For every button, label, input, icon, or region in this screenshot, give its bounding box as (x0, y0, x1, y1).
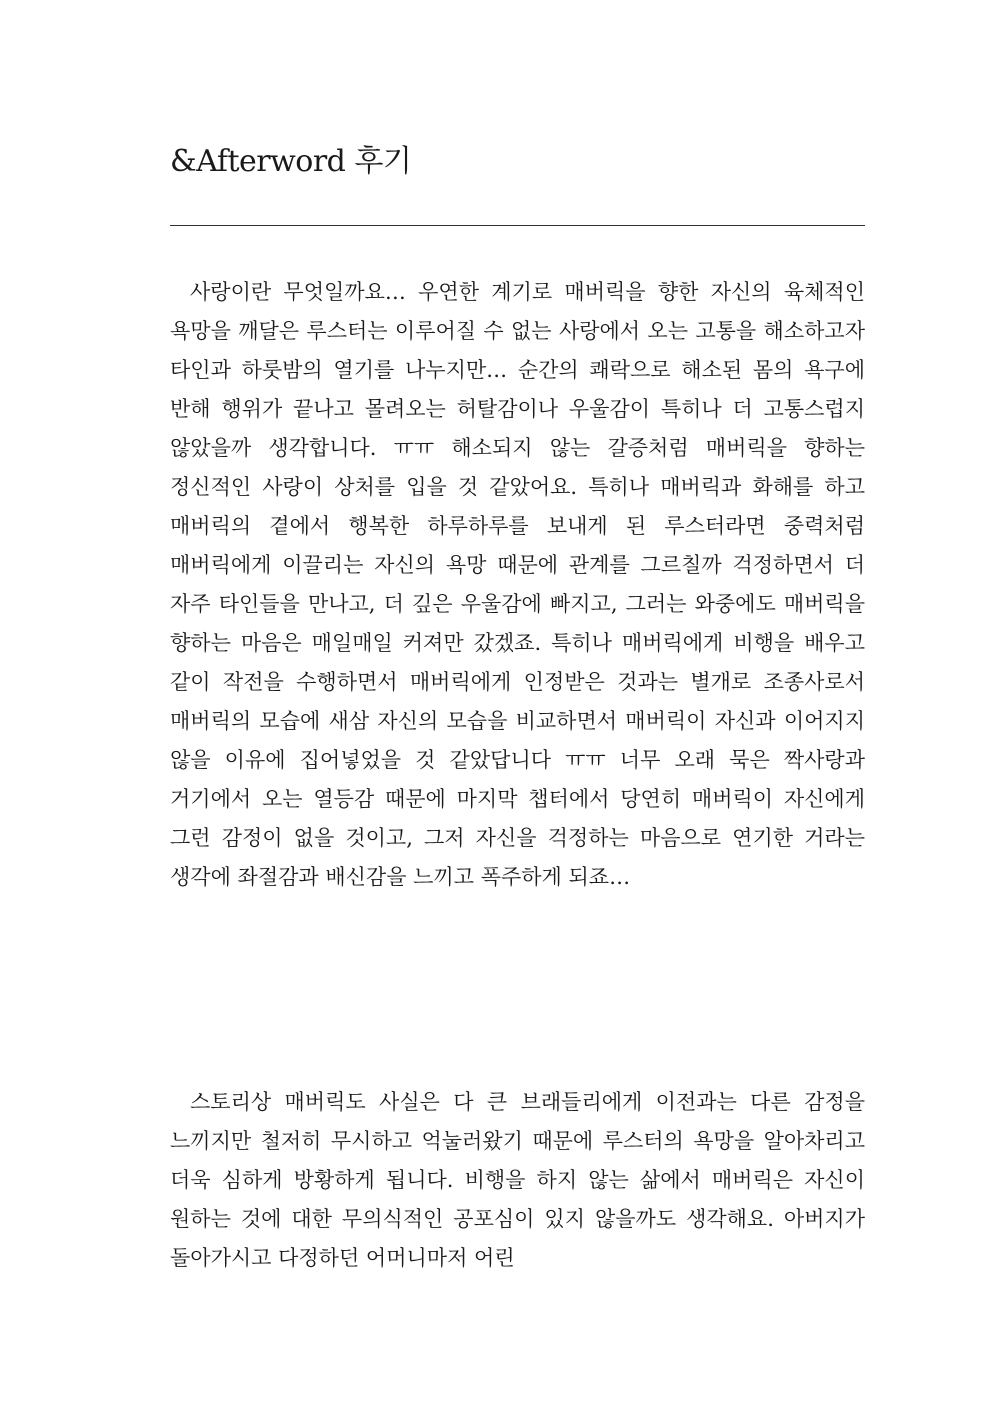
page-title: &Afterword 후기 (170, 144, 412, 179)
paragraph-2: 스토리상 매버릭도 사실은 다 큰 브래들리에게 이전과는 다른 감정을 느끼지만 철저히 무시하고 억눌러왔기 때문에 루스터의 욕망을 알아차리고 더욱 심하게 방황하게 됩니다. 비행을 하지 않는 삶에서 매버릭은 자신이 원하는 것에 대한 무의식적인 공포심이 있지 않을까도 생각해요. 아버지가 돌아가시고 다정하던 어머니마저 어린 (170, 1090, 865, 1270)
title-divider (170, 225, 865, 226)
paragraph-1: 사랑이란 무엇일까요… 우연한 계기로 매버릭을 향한 자신의 육체적인 욕망을 깨달은 루스터는 이루어질 수 없는 사랑에서 오는 고통을 해소하고자 타인과 하룻밤의 열기를 나누지만… 순간의 쾌락으로 해소된 몸의 욕구에 반해 행위가 끝나고 몰려오는 허탈감이나 우울감이 특히나 더 고통스럽지 않았을까 생각합니다. ㅠㅠ 해소되지 않는 갈증처럼 매버릭을 향하는 정신적인 사랑이 상처를 입을 것 같았어요. 특히나 매버릭과 화해를 하고 매버릭의 곁에서 행복한 하루하루를 보내게 된 루스터라면 중력처럼 매버릭에게 이끌리는 자신의 욕망 때문에 관계를 그르칠까 걱정하면서 더 자주 타인들을 만나고, 더 깊은 우울감에 빠지고, 그러는 와중에도 매버릭을 향하는 마음은 매일매일 커져만 갔겠죠. 특히나 매버릭에게 비행을 배우고 같이 작전을 수행하면서 매버릭에게 인정받은 것과는 별개로 조종사로서 매버릭의 모습에 새삼 자신의 모습을 비교하면서 매버릭이 자신과 이어지지 않을 이유에 집어넣었을 것 같았답니다 ㅠㅠ 너무 오래 묵은 짝사랑과 거기에서 오는 열등감 때문에 마지막 챕터에서 당연히 매버릭이 자신에게 그런 감정이 없을 것이고, 그저 자신을 걱정하는 마음으로 연기한 거라는 생각에 좌절감과 배신감을 느끼고 폭주하게 되죠… (170, 280, 865, 889)
